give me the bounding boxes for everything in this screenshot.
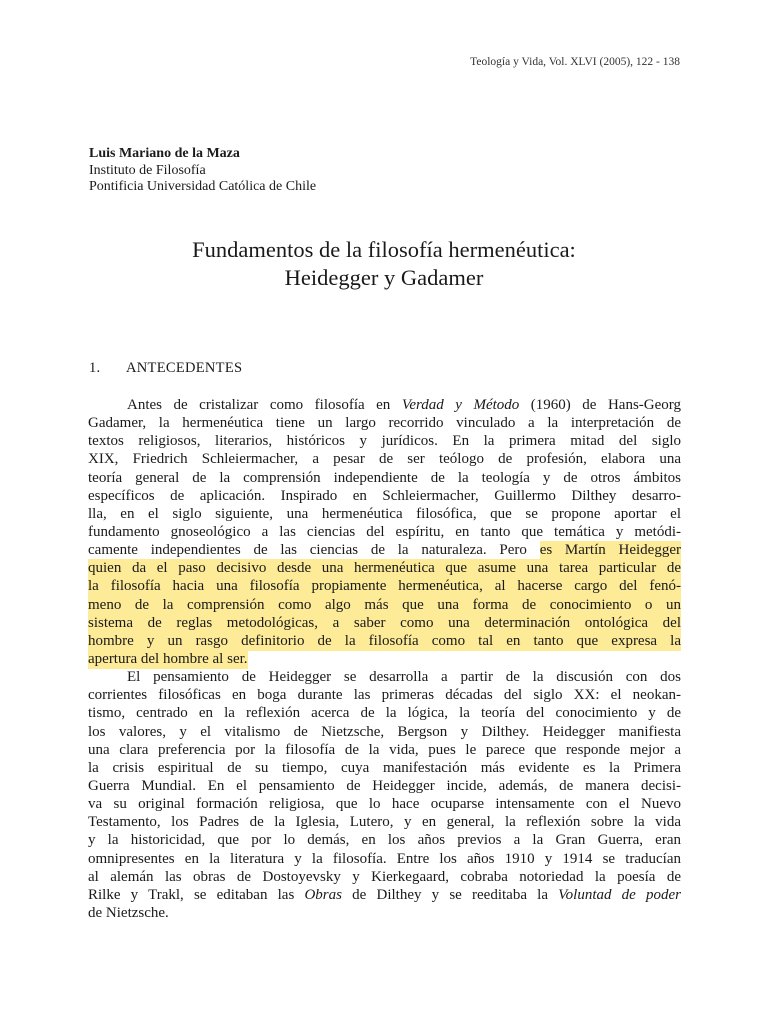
section-number: 1. — [89, 360, 101, 376]
text-line — [88, 614, 681, 632]
italic-title: Verdad y Método — [401, 397, 520, 413]
title-line-1: Fundamentos de la filosofía hermenéutica: — [192, 237, 576, 262]
text-line — [88, 632, 681, 650]
text-line: los valores, y el vitalismo de Nietzsche, Bergson y Dilthey. Heidegger manifiesta — [88, 723, 681, 740]
italic-title: Voluntad de poder — [558, 886, 681, 903]
paper-title — [0, 236, 768, 292]
body-text — [88, 396, 681, 922]
author-institute: Instituto de Filosofía — [89, 162, 206, 178]
highlighted-text[interactable]: sistema de reglas metodológicas, a saber como una determinación ontológica del — [88, 614, 681, 631]
text-line: Rilke y Trakl, se editaban las Obras de Dilthey y se reeditaba la Voluntad de poder — [88, 886, 681, 903]
text-line: específicos de aplicación. Inspirado en Schleiermacher, Guillermo Dilthey desarro- — [88, 487, 681, 504]
text-line: tismo, centrado en la reflexión acerca de la lógica, la teoría del conocimiento y de — [88, 705, 681, 722]
text-line: Gadamer, la hermenéutica tiene un largo recorrido vinculado a la interpretación de — [88, 415, 681, 432]
author-block — [89, 146, 316, 196]
text-line: la crisis espiritual de su tiempo, cuya manifestación más evidente es la Primera — [88, 759, 681, 776]
highlighted-text[interactable]: quien da el paso decisivo desde una hermenéutica que asume una tarea particular de — [88, 560, 681, 577]
text-line — [88, 650, 681, 668]
text-line: XIX, Friedrich Schleiermacher, a pesar de ser teólogo de profesión, elabora una — [88, 451, 681, 468]
text-line: va su original formación religiosa, que lo hace ocuparse intensamente con el Nuevo — [88, 796, 681, 813]
text-line — [88, 559, 681, 577]
text-line: El pensamiento de Heidegger se desarrolla a partir de la discusión con dos — [127, 669, 681, 686]
text-line: Testamento, los Padres de la Iglesia, Lutero, y en general, la reflexión sobre la vida — [88, 814, 681, 831]
author-university: Pontificia Universidad Católica de Chile — [89, 179, 317, 194]
highlighted-text[interactable]: la filosofía hacia una filosofía propiamente hermenéutica, al hacerse cargo del fenó- — [88, 578, 681, 595]
text-line: corrientes filosóficas en boga durante las primeras décadas del siglo XX: el neokan- — [88, 687, 681, 704]
author-name: Luis Mariano de la Maza — [89, 146, 240, 161]
text-line: textos religiosos, literarios, históricos y jurídicos. En la primera mitad del siglo — [88, 433, 681, 450]
text-line: teoría general de la comprensión independiente de la teología y de otros ámbitos — [88, 469, 681, 486]
highlighted-text[interactable]: es Martín Heidegger — [539, 542, 681, 559]
text-line: una clara preferencia por la filosofía de la vida, pues le parece que responde mejor a — [88, 741, 681, 758]
text-line — [88, 596, 681, 614]
text-line: Antes de cristalizar como filosofía en Verdad y Método (1960) de Hans-Georg — [127, 397, 682, 413]
text-line: camente independientes de las ciencias de la naturaleza. Pero es Martín Heidegger — [88, 542, 681, 559]
section-heading — [89, 360, 242, 377]
text-line: Guerra Mundial. En el pensamiento de Heidegger incide, además, de manera decisi- — [88, 777, 681, 794]
text-line: lla, en el siglo siguiente, una hermenéutica filosófica, que se propone aportar el — [88, 505, 681, 522]
text-line: al alemán las obras de Dostoyevsky y Kierkegaard, cobraba notoriedad la poesía de — [88, 868, 681, 885]
highlighted-text[interactable]: hombre y un rasgo definitorio de la filosofía como tal en tanto que expresa la — [88, 632, 681, 649]
title-line-2: Heidegger y Gadamer — [284, 265, 484, 290]
text-line: y la historicidad, que por lo demás, en los años previos a la Gran Guerra, eran — [88, 832, 681, 849]
highlighted-text[interactable]: meno de la comprensión como algo más que una forma de conocimiento o un — [88, 596, 681, 613]
text-line: de Nietzsche. — [88, 904, 169, 921]
highlighted-text[interactable]: apertura del hombre al ser. — [88, 650, 248, 667]
italic-title: Obras — [304, 886, 342, 903]
text-line: fundamento gnoseológico a las ciencias del espíritu, en tanto que temática y metódi- — [88, 523, 681, 540]
text-line: omnipresentes en la literatura y la filosofía. Entre los años 1910 y 1914 se traducían — [88, 850, 681, 867]
text-line — [88, 577, 681, 595]
section-title: ANTECEDENTES — [126, 360, 243, 376]
journal-reference: Teología y Vida, Vol. XLVI (2005), 122 - 138 — [470, 56, 680, 68]
